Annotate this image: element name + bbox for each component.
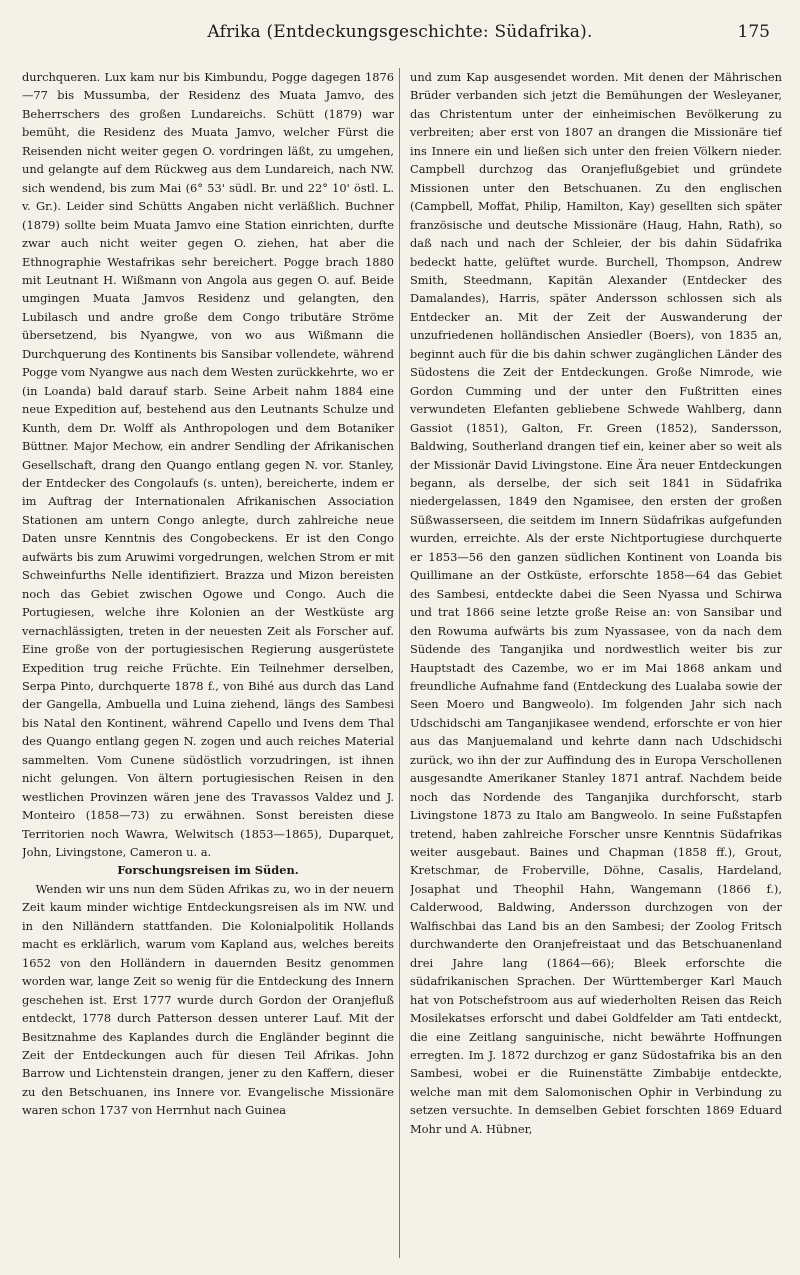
page-header	[30, 22, 770, 62]
running-title: Afrika (Entdeckungsgeschichte: Südafrika).	[207, 22, 593, 42]
left-column	[22, 68, 394, 1268]
left-paragraph-2: Wenden wir uns nun dem Süden Afrikas zu, wo in der neuern Zeit kaum minder wichtige Entdeckungsreisen als im NW. und in den Nilländern stattfanden. Die Kolonialpolitik Hollands macht es erklärlich, warum vom Kapland aus, welches bereits 1652 von den Holländern in dauernden Besitz genommen worden war, lange Zeit so wenig für die Entdeckung des Innern geschehen ist. Erst 1777 wurde durch Gordon der Oranjefluß entdeckt, 1778 durch Patterson dessen unterer Lauf. Mit der Besitznahme des Kaplandes durch die Engländer beginnt die Zeit der Entdeckungen auch für diesen Teil Afrikas. John Barrow und Lichtenstein drangen, jener zu den Kaffern, dieser zu den Betschuanen, ins Innere vor. Evangelische Missionäre waren schon 1737 von Herrnhut nach Guinea	[22, 881, 394, 1118]
section-heading: Forschungsreisen im Süden.	[117, 863, 299, 878]
column-divider	[399, 68, 400, 1258]
right-paragraph-1: und zum Kap ausgesendet worden. Mit denen der Mährischen Brüder verbanden sich jetzt die Bemühungen der Wesleyaner, das Christentum unter der einheimischen Bevölkerung zu verbreiten; aber erst von 1807 an drangen die Missionäre tief ins Innere ein und ließen sich unter den freien Völkern nieder. Campbell durchzog das Oranjeflußgebiet und gründete Missionen unter den Betschuanen. Zu den englischen (Campbell, Moffat, Philip, Hamilton, Kay) gesellten sich später französische und deutsche Missionäre (Haug, Hahn, Rath), so daß nach und nach der Schleier, der bis dahin Südafrika bedeckt hatte, gelüftet wurde. Burchell, Thompson, Andrew Smith, Steedmann, Kapitän Alexander (Entdecker des Damalandes), Harris, später Andersson schlossen sich als Entdecker an. Mit der Zeit der Auswanderung der unzufriedenen holländischen Ansiedler (Boers), von 1835 an, beginnt auch für die bis dahin schwer zugänglichen Länder des Südostens die Zeit der Entdeckungen. Große Nimrode, wie Gordon Cumming und der unter den Fußtritten eines verwundeten Elefanten gebliebene Schwede Wahlberg, dann Gassiot (1851), Galton, Fr. Green (1852), Sandersson, Baldwing, Southerland drangen tief ein, keiner aber so weit als der Missionär David Livingstone. Eine Ära neuer Entdeckungen begann, als derselbe, der sich seit 1841 in Südafrika niedergelassen, 1849 den Ngamisee, den ersten der großen Süßwasserseen, die seitdem im Innern Südafrikas aufgefunden wurden, erreichte. Als der erste Nichtportugiese durchquerte er 1853—56 den ganzen südlichen Kontinent von Loanda bis Quillimane an der Ostküste, erforschte 1858—64 das Gebiet des Sambesi, entdeckte dabei die Seen Nyassa und Schirwa und trat 1866 seine letzte große Reise an: von Sansibar und den Rowuma aufwärts bis zum Nyassasee, von da nach dem Südende des Tanganjika und nordwestlich weiter bis zur Hauptstadt des Cazembe, wo er im Mai 1868 ankam und freundliche Aufnahme fand (Entdeckung des Lualaba sowie der Seen Moero und Bangweolo). Im folgenden Jahr sich nach Udschidschi am Tanganjikasee wendend, erforschte er von hier aus das Manjuemaland und kehrte dann nach Udschidschi zurück, wo ihn der zur Auffindung des in Europa Verschollenen ausgesandte Amerikaner Stanley 1871 antraf. Nachdem beide noch das Nordende des Tanganjika durchforscht, starb Livingstone 1873 zu Italo am Bangweolo. In seine Fußstapfen tretend, haben zahlreiche Forscher unsre Kenntnis Südafrikas weiter ausgebaut. Baines und Chapman (1858 ff.), Grout, Kretschmar, de Froberville, Döhne, Casalis, Hardeland, Josaphat und Theophil Hahn, Wangemann (1866 f.), Calderwood, Baldwing, Andersson durchzogen von der Walfischbai das Land bis an den Sambesi; der Zoolog Fritsch durchwanderte den Oranjefreistaat und das Betschuanenland drei Jahre lang (1864—66); Bleek erforschte die südafrikanischen Sprachen. Der Württemberger Karl Mauch hat von Potschefstroom aus auf wiederholten Reisen das Reich Mosilekatses erforscht und dabei Goldfelder am Tati entdeckt, die eine Zeitlang sanguinische, nicht bewährte Hoffnungen erregten. Im J. 1872 durchzog er ganz Südostafrika bis an den Sambesi, wobei er die Ruinenstätte Zimbabije entdeckte, welche man mit dem Salomonischen Ophir in Verbindung zu setzen versuchte. In demselben Gebiet forschten 1869 Eduard Mohr und A. Hübner,	[410, 70, 782, 1136]
right-column	[410, 68, 782, 1268]
page-number: 175	[737, 22, 770, 42]
left-paragraph-1: durchqueren. Lux kam nur bis Kimbundu, Pogge dagegen 1876—77 bis Mussumba, der Residenz des Muata Jamvo, des Beherrschers des großen Lundareichs. Schütt (1879) war bemüht, die Residenz des Muata Jamvo, welcher Fürst die Reisenden nicht weiter gegen O. vordringen läßt, zu umgehen, und gelangte auf dem Rückweg aus dem Lundareich, nach NW. sich wendend, bis zum Mai (6° 53' südl. Br. und 22° 10' östl. L. v. Gr.). Leider sind Schütts Angaben nicht verläßlich. Buchner (1879) sollte beim Muata Jamvo eine Station einrichten, durfte zwar auch nicht weiter gegen O. ziehen, hat aber die Ethnographie Westafrikas sehr bereichert. Pogge brach 1880 mit Leutnant H. Wißmann von Angola aus gegen O. auf. Beide umgingen Muata Jamvos Residenz und gelangten, den Lubilasch und andre große dem Congo tributäre Ströme übersetzend, bis Nyangwe, von wo aus Wißmann die Durchquerung des Kontinents bis Sansibar vollendete, während Pogge vom Nyangwe aus nach dem Westen zurückkehrte, wo er (in Loanda) bald darauf starb. Seine Arbeit nahm 1884 eine neue Expedition auf, bestehend aus den Leutnants Schulze und Kunth, dem Dr. Wolff als Anthropologen und dem Botaniker Büttner. Major Mechow, ein andrer Sendling der Afrikanischen Gesellschaft, drang den Quango entlang gegen N. vor. Stanley, der Entdecker des Congolaufs (s. unten), bereicherte, indem er im Auftrag der Internationalen Afrikanischen Association Stationen am untern Congo anlegte, durch zahlreiche neue Daten unsre Kenntnis des Congobeckens. Er ist den Congo aufwärts bis zum Aruwimi vorgedrungen, welchen Strom er mit Schweinfurths Nelle identifiziert. Brazza und Mizon bereisten noch das Gebiet zwischen Ogowe und Congo. Auch die Portugiesen, welche ihre Kolonien an der Westküste arg vernachlässigten, treten in der neuesten Zeit als Forscher auf. Eine große von der portugiesischen Regierung ausgerüstete Expedition trug reiche Früchte. Ein Teilnehmer derselben, Serpa Pinto, durchquerte 1878 f., von Bihé aus durch das Land der Gangella, Ambuella und Luina ziehend, längs des Sambesi bis Natal den Kontinent, während Capello und Ivens dem Thal des Quango entlang gegen N. zogen und auch reiches Material sammelten. Vom Cunene südöstlich vorzudringen, ist ihnen nicht gelungen. Von ältern portugiesischen Reisen in den westlichen Provinzen wären jene des Travassos Valdez und J. Monteiro (1858—73) zu erwähnen. Sonst bereisten diese Territorien noch Wawra, Welwitsch (1853—1865), Duparquet, John, Livingstone, Cameron u. a.	[22, 70, 394, 860]
